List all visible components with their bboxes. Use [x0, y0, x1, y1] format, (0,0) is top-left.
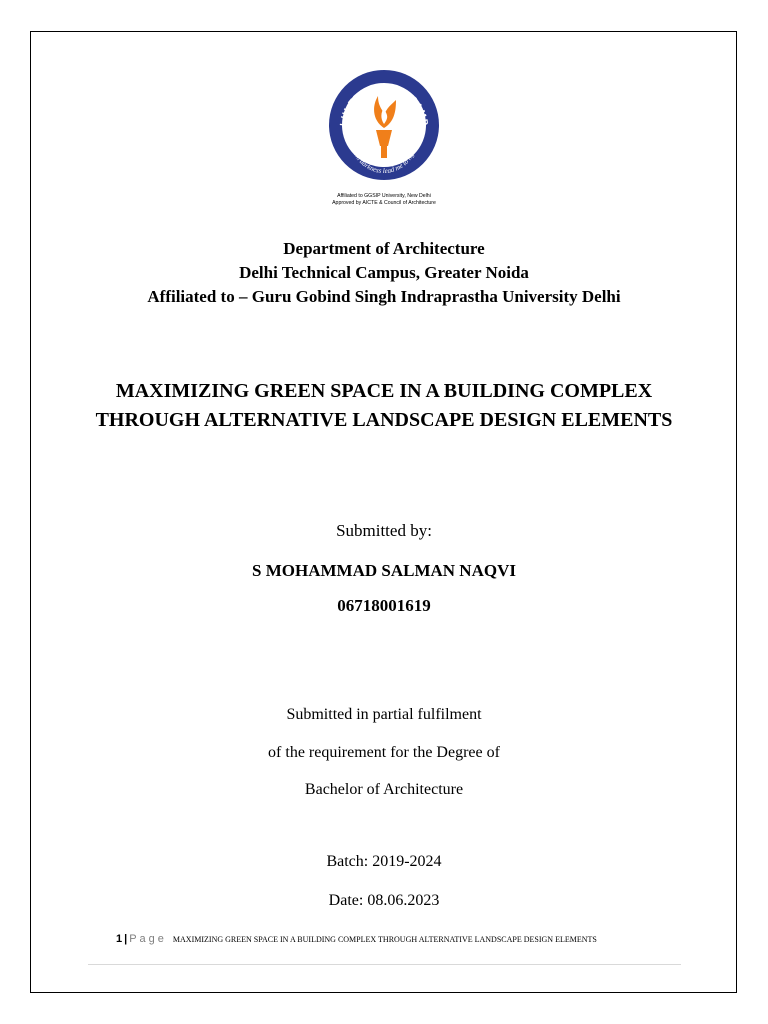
enrollment-number: 06718001619: [337, 596, 431, 615]
page-word: Page: [129, 933, 167, 945]
thesis-title-line1: MAXIMIZING GREEN SPACE IN A BUILDING COMPLEX: [115, 380, 653, 402]
logo-affiliation-line2: Approved by AICTE & Council of Architecture: [332, 200, 436, 206]
fulfilment-line1: Submitted in partial fulfilment: [286, 706, 482, 723]
institution-block: [0, 237, 768, 309]
university-affiliation: Affiliated to – Guru Gobind Singh Indraprastha University Delhi: [147, 287, 621, 306]
thesis-title-line2: THROUGH ALTERNATIVE LANDSCAPE DESIGN ELEMENTS: [95, 409, 673, 431]
college-logo: [298, 70, 470, 210]
logo-affiliation-line1: Affiliated to GGSIP University, New Delhi: [337, 193, 431, 199]
footer-running-title: MAXIMIZING GREEN SPACE IN A BUILDING COMPLEX THROUGH ALTERNATIVE LANDSCAPE DESIGN ELEMENTS: [172, 935, 597, 944]
footer-separator: |: [124, 933, 128, 945]
logo-motto: from darkness lead me to light: [350, 147, 418, 176]
thesis-title: [0, 377, 768, 435]
student-name: S MOHAMMAD SALMAN NAQVI: [252, 561, 516, 580]
footer-divider: [88, 964, 681, 965]
batch: Batch: 2019-2024: [326, 853, 442, 870]
department-name: Department of Architecture: [283, 239, 485, 258]
degree-name: Bachelor of Architecture: [304, 781, 464, 798]
logo-ring-text: LHI TECHNICAL CAMP: [337, 81, 431, 127]
submitted-by-label: Submitted by:: [336, 521, 432, 540]
page-footer: [116, 933, 597, 945]
submission-date: Date: 08.06.2023: [328, 892, 440, 909]
campus-name: Delhi Technical Campus, Greater Noida: [239, 263, 529, 282]
page-number: 1: [116, 933, 123, 945]
fulfilment-line2: of the requirement for the Degree of: [268, 744, 500, 761]
